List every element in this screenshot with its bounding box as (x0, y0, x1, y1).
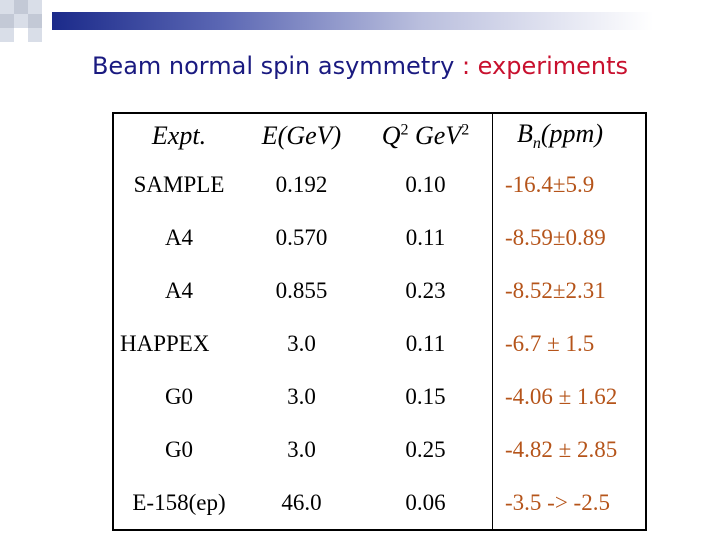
table-row (113, 370, 646, 423)
cell-expt: E-158(ep) (132, 489, 226, 515)
cell-q2: 0.11 (405, 224, 446, 250)
table-row (113, 211, 646, 264)
q2-unit-exponent: 2 (461, 121, 470, 139)
cell-energy: 3.0 (287, 330, 316, 356)
cell-expt: A4 (164, 277, 194, 303)
cell-expt: A4 (164, 224, 194, 250)
q2-symbol: Q (381, 121, 401, 150)
slide-title (0, 52, 720, 80)
header-row (113, 113, 646, 158)
cell-q2: 0.23 (405, 277, 446, 303)
cell-bn: -8.52±2.31 (493, 264, 647, 317)
header-q2 (359, 113, 493, 158)
cell-bn: -16.4±5.9 (493, 158, 647, 211)
title-main: Beam normal spin asymmetry (91, 52, 455, 80)
cell-q2: 0.10 (405, 171, 446, 197)
bn-subscript: n (532, 135, 541, 153)
cell-expt: SAMPLE (133, 171, 225, 197)
table-row (113, 476, 646, 530)
experiments-table (112, 112, 647, 531)
cell-q2: 0.06 (405, 489, 446, 515)
cell-energy: 46.0 (281, 489, 322, 515)
header-energy: E(GeV) (261, 121, 342, 150)
cell-energy: 3.0 (287, 383, 316, 409)
cell-energy: 0.192 (275, 171, 328, 197)
cell-expt: G0 (164, 383, 194, 409)
cell-bn: -8.59±0.89 (493, 211, 647, 264)
table-row (113, 423, 646, 476)
cell-energy: 3.0 (287, 436, 316, 462)
cell-energy: 0.855 (275, 277, 328, 303)
cell-q2: 0.25 (405, 436, 446, 462)
q2-unit: GeV (408, 121, 462, 150)
cell-q2: 0.15 (405, 383, 446, 409)
header-bn (493, 113, 647, 158)
cell-bn: -6.7 ± 1.5 (493, 317, 647, 370)
title-suffix: : experiments (454, 52, 629, 80)
table-row (113, 158, 646, 211)
cell-bn: -4.06 ± 1.62 (493, 370, 647, 423)
bn-symbol: B (517, 118, 533, 148)
cell-bn: -4.82 ± 2.85 (493, 423, 647, 476)
header-expt: Expt. (151, 121, 207, 150)
cell-expt: HAPPEX (120, 330, 210, 356)
cell-q2: 0.11 (405, 330, 446, 356)
q2-exponent: 2 (400, 121, 409, 139)
table-row (113, 317, 646, 370)
table-row (113, 264, 646, 317)
cell-expt: G0 (164, 436, 194, 462)
bn-unit: (ppm) (540, 118, 603, 148)
cell-bn: -3.5 -> -2.5 (493, 476, 647, 530)
header-gradient-bar (52, 12, 720, 30)
cell-energy: 0.570 (275, 224, 328, 250)
